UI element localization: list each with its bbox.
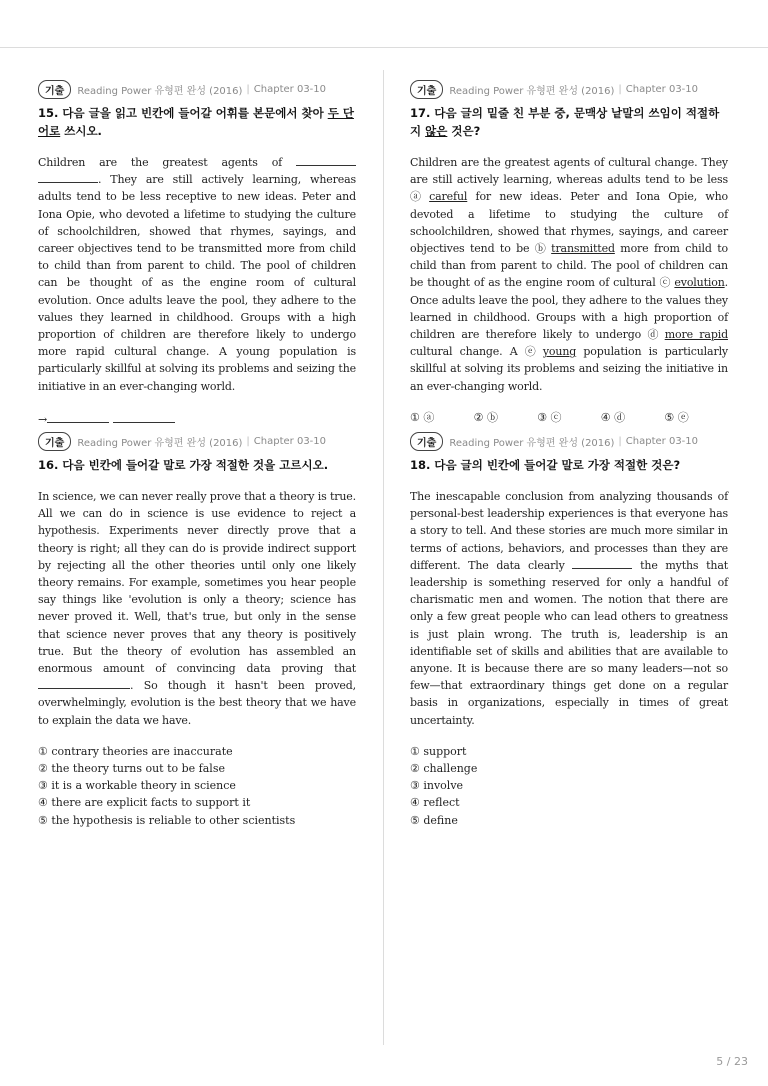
blank xyxy=(572,557,632,569)
arrow-icon: → xyxy=(38,412,48,426)
exam-badge: 기출 xyxy=(410,432,443,451)
source-chapter: Chapter 03-10 xyxy=(253,435,327,447)
tag-separator: | xyxy=(618,435,622,447)
marker-a: ⓐ xyxy=(410,190,421,204)
passage: Children are the greatest agents of . They are still actively learning, whereas adults tend to be less receptive to new ideas. Peter and Iona Opie, who devoted a lifetime to studying the culture of schoolchildren, showed that rhymes, sayings, and career objectives tend to be transmitted more from child to child than from parent to child. The pool of children can be thought of as the engine room of cultural evolution. Once adults leave the pool, they adhere to the values they learned in childhood. Groups with a high proportion of children are therefore likely to undergo more rapid cultural change. A young population is particularly skillful at solving its problems and seizing the initiative in an ever-changing world. xyxy=(38,156,356,393)
source-chapter: Chapter 03-10 xyxy=(253,83,327,95)
source-chapter: Chapter 03-10 xyxy=(625,435,699,447)
answer-line xyxy=(38,411,356,426)
underlined-word-a: careful xyxy=(429,190,468,204)
question-title: 15. 다음 글을 읽고 빈칸에 들어갈 어휘를 본문에서 찾아 두 단 어로 쓰시오. xyxy=(38,106,354,138)
answer-blank xyxy=(113,411,175,423)
option-5[interactable]: ⑤ ⓔ xyxy=(664,410,689,424)
option-1[interactable]: ① contrary theories are inaccurate xyxy=(38,744,233,758)
source-tag xyxy=(410,432,728,450)
question-title: 16. 다음 빈칸에 들어갈 말로 가장 적절한 것을 고르시오. xyxy=(38,458,329,472)
header-rule xyxy=(0,47,768,48)
source-chapter: Chapter 03-10 xyxy=(625,83,699,95)
marker-e: ⓔ xyxy=(524,345,536,359)
marker-b: ⓑ xyxy=(534,242,546,256)
exam-badge: 기출 xyxy=(38,80,71,99)
option-2[interactable]: ② the theory turns out to be false xyxy=(38,762,225,776)
source-book: Reading Power 유형편 완성 (2016) xyxy=(449,437,615,449)
blank xyxy=(38,677,130,689)
option-1[interactable]: ① support xyxy=(410,744,467,758)
question-18 xyxy=(410,432,728,829)
passage: In science, we can never really prove that a theory is true. All we can do in science is use evidence to reject a hypothesis. Experiments never directly prove that a theory is right; all they can do is provide indirect support by rejecting all the other theories until only one likely theory remains. For example, sometimes you hear people say things like 'evolution is only a theory; science has never proved it. Well, that's true, but only in the sense that science never proves that any theory is positively true. But the theory of evolution has assembled an enormous amount of convincing data proving that . So though it hasn't been proved, overwhelmingly, evolution is the best theory that we have to explain the data we have. xyxy=(38,490,356,727)
question-title: 18. 다음 글의 빈칸에 들어갈 말로 가장 적절한 것은? xyxy=(410,458,681,472)
option-5[interactable]: ⑤ the hypothesis is reliable to other scientists xyxy=(38,813,296,827)
question-15 xyxy=(38,80,356,426)
underlined-word-d: more rapid xyxy=(664,328,728,342)
option-1[interactable]: ① ⓐ xyxy=(410,410,435,424)
marker-c: ⓒ xyxy=(659,276,671,290)
source-tag xyxy=(38,432,356,450)
option-5[interactable]: ⑤ define xyxy=(410,813,458,827)
underlined-word-b: transmitted xyxy=(551,242,615,256)
option-3[interactable]: ③ ⓒ xyxy=(537,410,562,424)
underlined-word-e: young xyxy=(542,345,577,359)
source-tag xyxy=(410,80,728,98)
tag-separator: | xyxy=(618,83,622,95)
option-4[interactable]: ④ there are explicit facts to support it xyxy=(38,796,251,810)
answer-options xyxy=(410,743,728,829)
underlined-word-c: evolution xyxy=(674,276,725,290)
option-4[interactable]: ④ ⓓ xyxy=(600,410,626,424)
blank xyxy=(38,171,98,183)
answer-options xyxy=(410,409,728,425)
column-divider xyxy=(383,70,384,1045)
passage: Children are the greatest agents of cultural change. They are still actively learning, whereas adults tend to be less ⓐ careful for new ideas. Peter and Iona Opie, who devoted a lifetime to studying the culture of schoolchildren, showed that rhymes, sayings, and career objectives tend to be ⓑ transmitted more from child to child than from parent to child. The pool of children can be thought of as the engine room of cultural ⓒ evolution. Once adults leave the pool, they adhere to the values they learned in childhood. Groups with a high proportion of children are therefore likely to undergo ⓓ more rapid cultural change. A ⓔ young population is particularly skillful at solving its problems and seizing the initiative in an ever-changing world. xyxy=(410,156,728,393)
option-3[interactable]: ③ involve xyxy=(410,779,464,793)
option-4[interactable]: ④ reflect xyxy=(410,796,460,810)
tag-separator: | xyxy=(246,435,250,447)
question-17 xyxy=(410,80,728,425)
tag-separator: | xyxy=(246,83,250,95)
blank xyxy=(296,154,356,166)
exam-badge: 기출 xyxy=(38,432,71,451)
option-2[interactable]: ② ⓑ xyxy=(473,410,498,424)
source-tag xyxy=(38,80,356,98)
source-book: Reading Power 유형편 완성 (2016) xyxy=(77,85,243,97)
answer-blank xyxy=(47,411,109,423)
marker-d: ⓓ xyxy=(647,328,659,342)
exam-badge: 기출 xyxy=(410,80,443,99)
question-16 xyxy=(38,432,356,829)
answer-options xyxy=(38,743,356,829)
question-title: 17. 다음 글의 밑줄 친 부분 중, 문맥상 낱말의 쓰임이 적절하지 않은 것은? xyxy=(410,106,720,138)
passage: The inescapable conclusion from analyzing thousands of personal-best leadership experiences is that everyone has a story to tell. And these stories are much more similar in terms of actions, behaviors, and processes than they are different. The data clearly the myths that leadership is something reserved for only a handful of charismatic men and women. The notion that there are only a few great people who can lead others to greatness is just plain wrong. The truth is, leadership is an identifiable set of skills and abilities that are available to anyone. It is because there are so many leaders—not so few—that extraordinary things get done on a regular basis in organizations, especially in times of great uncertainty. xyxy=(410,490,728,727)
option-3[interactable]: ③ it is a workable theory in science xyxy=(38,779,236,793)
source-book: Reading Power 유형편 완성 (2016) xyxy=(449,85,615,97)
source-book: Reading Power 유형편 완성 (2016) xyxy=(77,437,243,449)
option-2[interactable]: ② challenge xyxy=(410,762,478,776)
page-number: 5 / 23 xyxy=(716,1055,748,1068)
